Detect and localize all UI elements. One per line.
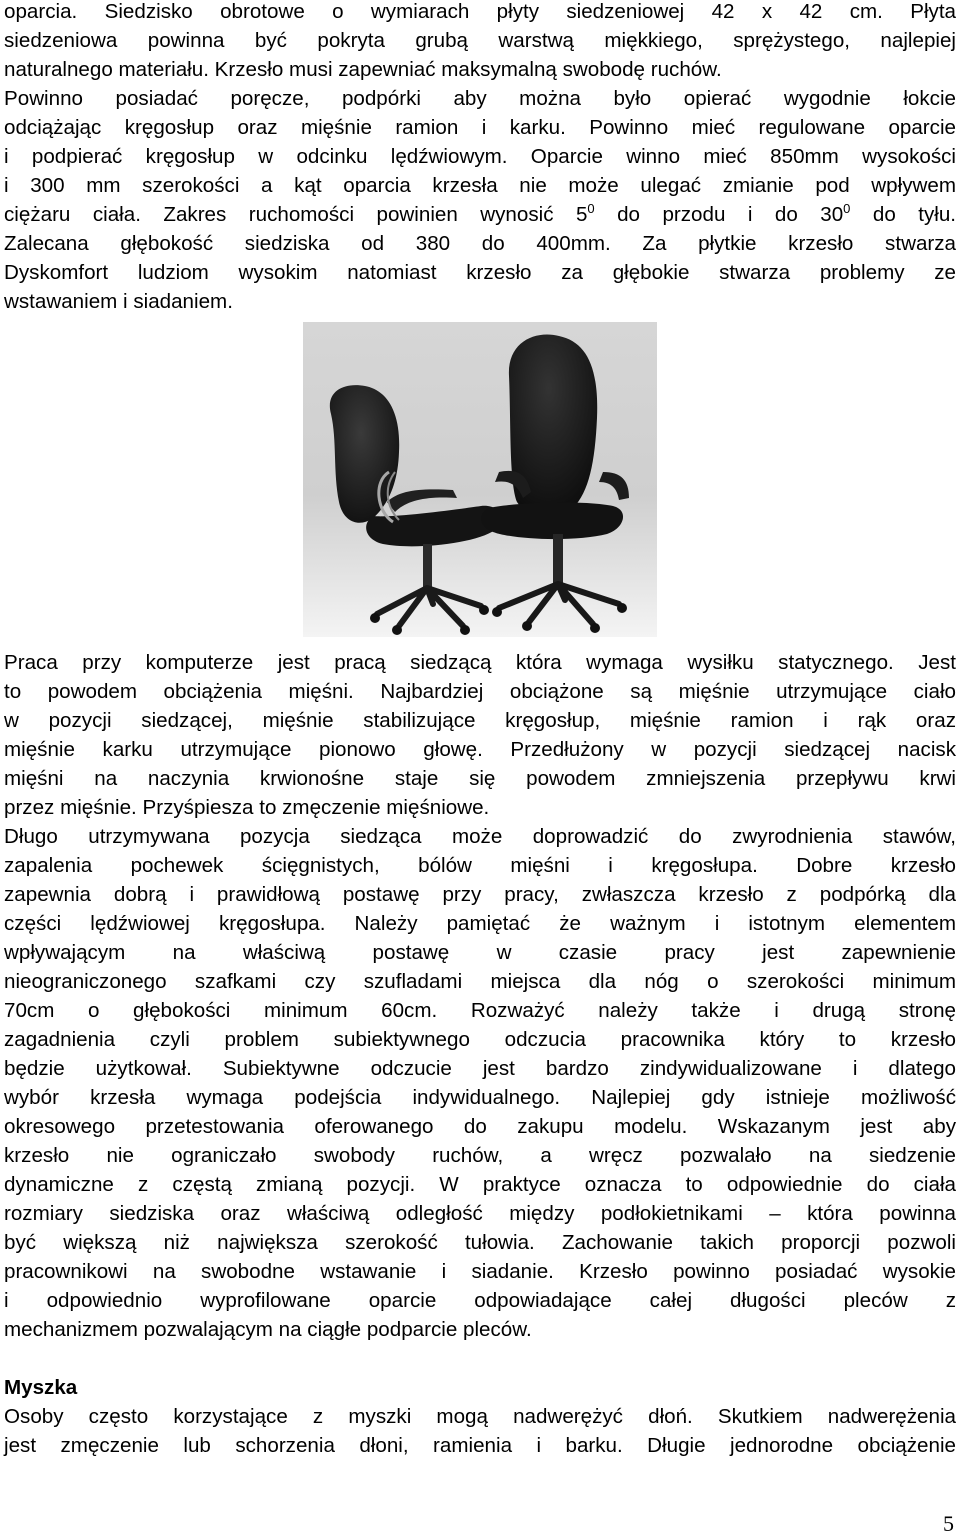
- text-line: i 300 mm szerokości a kąt oparcia krzesła nie może ulegać zmianie pod wpływem: [4, 174, 956, 197]
- text-line: naturalnego materiału. Krzesło musi zapewniać maksymalną swobodę ruchów.: [4, 58, 722, 81]
- text-line: Długo utrzymywana pozycja siedząca może doprowadzić do zwyrodnienia stawów,: [4, 825, 956, 848]
- superscript: 0: [843, 201, 851, 216]
- text-line: Zalecana głębokość siedziska od 380 do 400mm. Za płytkie krzesło stwarza: [4, 232, 956, 255]
- text-line: krzesło nie ograniczało swobody ruchów, a wręcz pozwalało na siedzenie: [4, 1144, 956, 1167]
- text-line: Osoby często korzystające z myszki mogą nadwerężyć dłoń. Skutkiem nadwerężenia: [4, 1405, 956, 1428]
- office-chairs-photo: [303, 322, 657, 637]
- text-line: i odpowiednio wyprofilowane oparcie odpowiadające całej długości pleców z: [4, 1289, 956, 1312]
- text-line: wybór krzesła wymaga podejścia indywidualnego. Najlepiej gdy istnieje możliwość: [4, 1086, 956, 1109]
- text-line: wstawaniem i siadaniem.: [4, 290, 233, 313]
- text-line: wpływającym na właściwą postawę w czasie pracy jest zapewnienie: [4, 941, 956, 964]
- text-line: i podpierać kręgosłup w odcinku lędźwiowym. Oparcie winno mieć 850mm wysokości: [4, 145, 956, 168]
- text-line: dynamiczne z częstą zmianą pozycji. W praktyce oznacza to odpowiednie do ciała: [4, 1173, 956, 1196]
- text-line: przez mięśnie. Przyśpiesza to zmęczenie mięśniowe.: [4, 796, 490, 819]
- text-line: odciążając kręgosłup oraz mięśnie ramion i karku. Powinno mieć regulowane oparcie: [4, 116, 956, 139]
- text-line: pracownikowi na swobodne wstawanie i siadanie. Krzesło powinno posiadać wysokie: [4, 1260, 956, 1283]
- text-line: w pozycji siedzącej, mięśnie stabilizujące kręgosłup, mięśnie ramion i rąk oraz: [4, 709, 956, 732]
- text-line: być większą niż największa szerokość tułowia. Zachowanie takich proporcji pozwoli: [4, 1231, 956, 1254]
- text-line: zapalenia pochewek ścięgnistych, bólów mięśni i kręgosłupa. Dobre krzesło: [4, 854, 956, 877]
- text-line: części lędźwiowej kręgosłupa. Należy pamiętać że ważnym i istotnym elementem: [4, 912, 956, 935]
- text-line: mięśni na naczynia krwionośne staje się powodem zmniejszenia przepływu krwi: [4, 767, 956, 790]
- text-line: nieograniczonego szafkami czy szufladami miejsca dla nóg o szerokości minimum: [4, 970, 956, 993]
- paragraph-chair-specs: [4, 0, 956, 316]
- text-line: będzie użytkował. Subiektywne odczucie jest bardzo zindywidualizowane i dlatego: [4, 1057, 956, 1080]
- superscript: 0: [587, 201, 595, 216]
- text-line: oparcia. Siedzisko obrotowe o wymiarach płyty siedzeniowej 42 x 42 cm. Płyta: [4, 0, 956, 23]
- text-line: zapewnia dobrą i prawidłową postawę przy pracy, zwłaszcza krzesło z podpórką dla: [4, 883, 956, 906]
- text-line: to powodem obciążenia mięśni. Najbardziej obciążone są mięśnie utrzymujące ciało: [4, 680, 956, 703]
- paragraph-sitting-work: [4, 648, 956, 1344]
- text-fragment: ciężaru ciała. Zakres ruchomości powinien wynosić 5: [4, 203, 588, 226]
- text-line: mięśnie karku utrzymujące pionowo głowę. Przedłużony w pozycji siedzącej nacisk: [4, 738, 956, 761]
- text-line: mechanizmem pozwalającym na ciągłe podparcie pleców.: [4, 1318, 532, 1341]
- text-line: Dyskomfort ludziom wysokim natomiast krzesło za głębokie stwarza problemy ze: [4, 261, 956, 284]
- text-fragment: do przodu i do 30: [594, 203, 844, 226]
- text-fragment: do tyłu.: [850, 203, 956, 226]
- text-line-with-superscripts: [4, 200, 956, 229]
- text-line: okresowego przetestowania oferowanego do zakupu modelu. Wskazanym jest aby: [4, 1115, 956, 1138]
- text-line: Praca przy komputerze jest pracą siedzącą która wymaga wysiłku statycznego. Jest: [4, 651, 956, 674]
- text-line: siedzeniowa powinna być pokryta grubą warstwą miękkiego, sprężystego, najlepiej: [4, 29, 956, 52]
- text-line: zagadnienia czyli problem subiektywnego odczucia pracownika który to krzesło: [4, 1028, 956, 1051]
- text-line: jest zmęczenie lub schorzenia dłoni, ramienia i barku. Długie jednorodne obciążenie: [4, 1434, 956, 1457]
- text-line: Powinno posiadać poręcze, podpórki aby można było opierać wygodnie łokcie: [4, 87, 956, 110]
- text-line: rozmiary siedziska oraz właściwą odległość między podłokietnikami – która powinna: [4, 1202, 956, 1225]
- section-heading-mouse: Myszka: [4, 1376, 78, 1399]
- text-line: 70cm o głębokości minimum 60cm. Rozważyć należy także i drugą stronę: [4, 999, 956, 1022]
- page-number: 5: [943, 1511, 954, 1536]
- paragraph-mouse: [4, 1402, 956, 1460]
